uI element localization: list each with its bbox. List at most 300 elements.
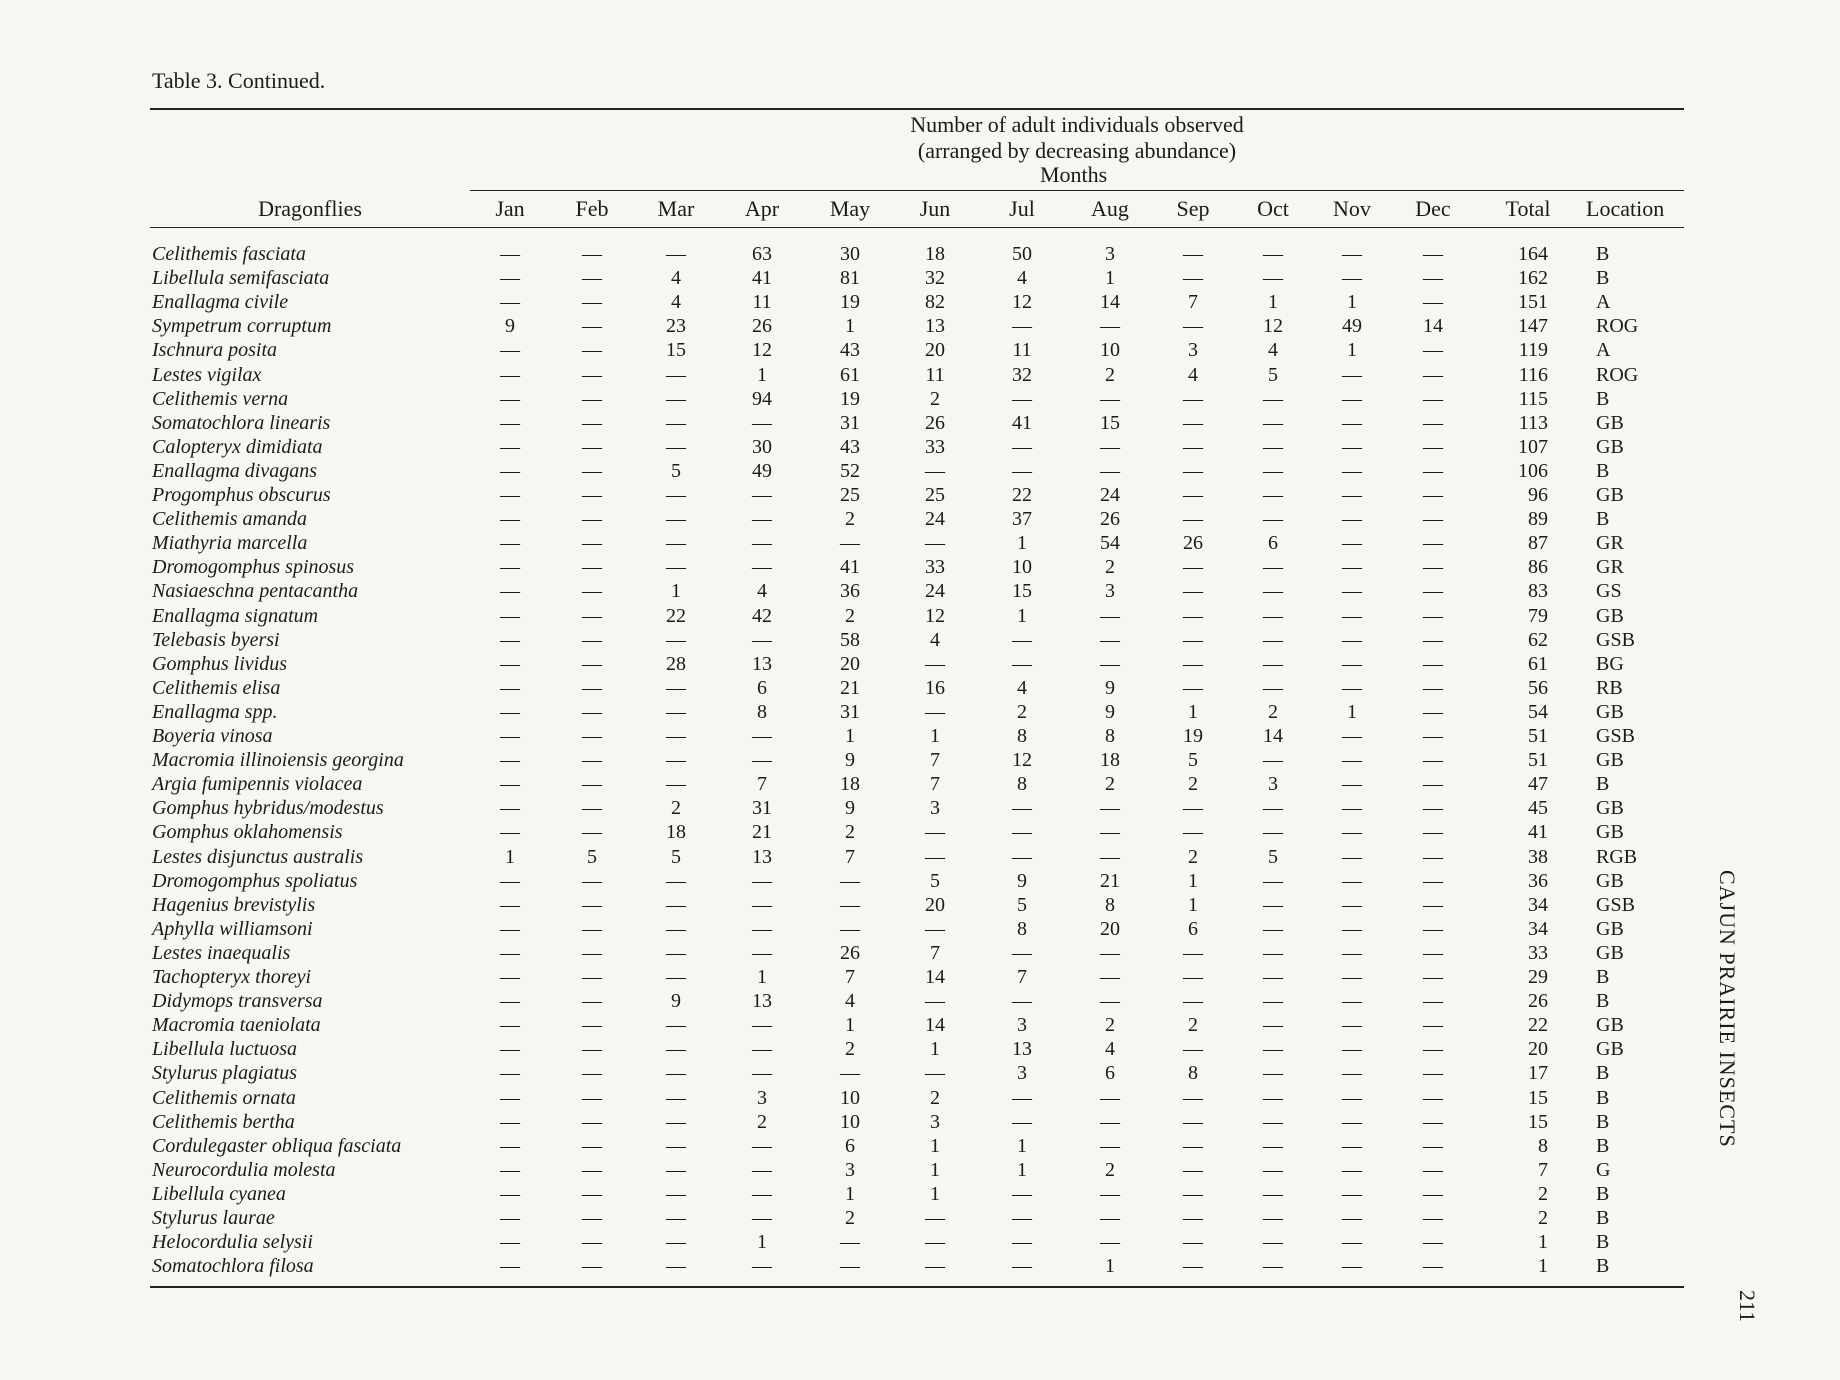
month-count-sep: 4 [1188,363,1198,386]
total-count: 119 [1518,339,1548,362]
month-count-apr: — [752,1134,772,1157]
month-count-mar: — [666,1110,686,1133]
total-count: 151 [1518,291,1548,314]
month-count-jun: 32 [925,267,945,290]
month-count-jun: 13 [925,315,945,338]
month-count-mar: 4 [671,267,681,290]
month-count-oct: — [1263,1134,1283,1157]
month-count-mar: — [666,1014,686,1037]
month-count-jan: — [500,1182,520,1205]
month-count-feb: — [582,411,602,434]
month-count-sep: 26 [1183,532,1203,555]
month-count-mar: — [666,869,686,892]
month-count-may: 2 [845,508,855,531]
month-count-mar: — [666,893,686,916]
month-count-sep: — [1183,1255,1203,1278]
month-count-dec: — [1423,1231,1443,1254]
month-count-aug: — [1100,845,1120,868]
month-count-nov: — [1342,821,1362,844]
month-count-aug: — [1100,821,1120,844]
species-name: Didymops transversa [152,990,323,1013]
month-count-dec: — [1423,484,1443,506]
location-code: B [1596,1134,1610,1157]
month-count-jun: 24 [925,580,945,603]
table-row [0,387,1840,411]
table-header-group [470,112,1684,164]
month-count-dec: — [1423,1158,1443,1181]
month-count-oct: — [1263,604,1283,627]
month-count-jan: — [500,435,520,458]
month-count-jun: 2 [930,387,940,410]
month-count-may: 31 [840,411,860,434]
month-count-may: 1 [845,725,855,747]
table-row [0,989,1840,1013]
month-count-jun: 33 [925,435,945,458]
species-name: Libellula cyanea [152,1182,286,1205]
total-count: 89 [1528,508,1548,531]
location-code: GSB [1596,628,1635,651]
month-count-sep: 5 [1188,749,1198,772]
month-count-jul: 1 [1017,1134,1027,1157]
month-count-nov: — [1342,363,1362,386]
month-count-apr: — [752,508,772,531]
month-count-apr: 42 [752,604,772,627]
total-count: 164 [1518,243,1548,265]
month-count-sep: — [1183,676,1203,699]
month-count-jun: — [925,917,945,940]
total-count: 106 [1518,459,1548,482]
month-count-apr: — [752,893,772,916]
month-count-may: — [840,1231,860,1254]
page-number: 211 [1735,1290,1760,1323]
month-count-jun: — [925,821,945,844]
month-count-mar: — [666,556,686,579]
month-count-may: 7 [845,966,855,988]
month-count-mar: — [666,700,686,723]
month-count-dec: — [1423,411,1443,434]
month-count-may: 2 [845,1038,855,1061]
month-count-mar: — [666,1134,686,1157]
table-row [0,869,1840,893]
month-count-apr: — [752,1255,772,1278]
month-count-jun: 33 [925,556,945,579]
month-count-may: 3 [845,1158,855,1181]
month-count-aug: 21 [1100,869,1120,892]
month-count-jul: 41 [1012,411,1032,434]
month-count-may: 41 [840,556,860,579]
month-count-may: 7 [845,845,855,868]
month-count-sep: — [1183,243,1203,265]
month-count-jan: — [500,1207,520,1229]
month-count-mar: — [666,749,686,772]
month-count-aug: 3 [1105,580,1115,603]
month-count-oct: — [1263,580,1283,603]
month-count-jul: 12 [1012,291,1032,314]
location-code: GB [1596,1014,1624,1037]
month-count-nov: — [1342,1231,1362,1254]
month-count-jul: 15 [1012,580,1032,603]
top-rule [150,108,1684,110]
month-count-jul: — [1012,1182,1032,1205]
month-count-nov: — [1342,1158,1362,1181]
month-count-jul: — [1012,1231,1032,1254]
month-count-mar: 1 [671,580,681,603]
month-count-dec: — [1423,749,1443,772]
month-count-dec: — [1423,1086,1443,1109]
month-count-oct: — [1263,917,1283,940]
month-count-dec: — [1423,845,1443,868]
month-count-jan: — [500,532,520,555]
month-count-nov: — [1342,267,1362,290]
location-code: B [1596,966,1610,988]
month-count-may: 19 [840,387,860,410]
month-count-aug: 2 [1105,363,1115,386]
month-count-sep: — [1183,990,1203,1013]
month-count-apr: — [752,869,772,892]
month-count-nov: — [1342,459,1362,482]
total-count: 147 [1518,315,1548,338]
month-count-jun: 18 [925,243,945,265]
month-count-may: 19 [840,291,860,314]
month-count-may: 1 [845,1014,855,1037]
month-count-oct: 6 [1268,532,1278,555]
table-row [0,1086,1840,1110]
month-count-jan: 9 [505,315,515,338]
month-count-jan: — [500,966,520,988]
month-count-jan: — [500,700,520,723]
month-count-sep: 2 [1188,1014,1198,1037]
month-count-jul: — [1012,990,1032,1013]
table-row [0,507,1840,531]
month-count-jun: — [925,700,945,723]
species-name: Hagenius brevistylis [152,893,316,916]
month-count-dec: — [1423,725,1443,747]
species-name: Libellula semifasciata [152,267,330,290]
species-name: Tachopteryx thoreyi [152,966,312,988]
month-count-dec: — [1423,1207,1443,1229]
location-code: B [1596,1062,1610,1085]
month-count-sep: 1 [1188,869,1198,892]
month-count-oct: — [1263,1086,1283,1109]
month-count-aug: — [1100,1134,1120,1157]
month-count-aug: 1 [1105,1255,1115,1278]
month-count-jan: — [500,1086,520,1109]
location-code: B [1596,1110,1610,1133]
month-count-mar: 15 [666,339,686,362]
month-count-sep: 8 [1188,1062,1198,1085]
month-count-nov: — [1342,845,1362,868]
month-count-mar: — [666,387,686,410]
month-count-dec: — [1423,339,1443,362]
total-count: 51 [1528,749,1548,772]
month-count-apr: — [752,1158,772,1181]
month-count-nov: — [1342,1255,1362,1278]
month-count-aug: 3 [1105,243,1115,265]
month-count-feb: — [582,1134,602,1157]
month-count-jun: 14 [925,966,945,988]
month-count-jun: 3 [930,797,940,820]
month-count-jul: 8 [1017,773,1027,796]
month-count-jan: — [500,821,520,844]
month-count-oct: 4 [1268,339,1278,362]
total-count: 8 [1538,1134,1548,1157]
location-code: GB [1596,821,1624,844]
total-count: 107 [1518,435,1548,458]
month-count-jul: 1 [1017,604,1027,627]
species-name: Celithemis ornata [152,1086,296,1109]
month-count-feb: — [582,725,602,747]
month-count-feb: — [582,484,602,506]
month-count-feb: — [582,1231,602,1254]
month-count-may: 2 [845,821,855,844]
species-name: Libellula luctuosa [152,1038,297,1061]
month-count-jul: — [1012,797,1032,820]
month-count-dec: — [1423,387,1443,410]
month-count-nov: — [1342,893,1362,916]
month-count-sep: 3 [1188,339,1198,362]
table-row [0,1037,1840,1061]
month-count-oct: — [1263,1062,1283,1085]
month-header-feb: Feb [575,196,609,221]
month-count-feb: — [582,1062,602,1085]
species-name: Stylurus laurae [152,1207,275,1229]
total-count: 45 [1528,797,1548,820]
month-count-feb: — [582,387,602,410]
location-code: B [1596,1255,1610,1278]
total-count: 34 [1528,893,1548,916]
month-count-jul: 10 [1012,556,1032,579]
month-count-may: 81 [840,267,860,290]
month-count-nov: — [1342,1014,1362,1037]
month-header-jun: Jun [919,196,951,221]
month-count-jul: 13 [1012,1038,1032,1061]
month-count-nov: — [1342,725,1362,747]
month-count-nov: — [1342,797,1362,820]
month-count-feb: — [582,435,602,458]
total-count: 61 [1528,652,1548,675]
month-count-nov: — [1342,676,1362,699]
month-count-mar: — [666,1255,686,1278]
month-count-oct: 5 [1268,845,1278,868]
month-count-feb: — [582,1110,602,1133]
month-count-apr: — [752,556,772,579]
month-count-jul: 4 [1017,267,1027,290]
month-count-mar: — [666,1086,686,1109]
month-count-jul: — [1012,652,1032,675]
total-count: 56 [1528,676,1548,699]
month-count-dec: — [1423,917,1443,940]
species-name: Gomphus lividus [152,652,287,675]
header-line-1: Number of adult individuals observed [910,112,1244,137]
month-count-aug: — [1100,652,1120,675]
month-count-jun: — [925,1255,945,1278]
month-count-jan: — [500,1110,520,1133]
month-count-dec: — [1423,773,1443,796]
table-row [0,820,1840,844]
month-count-jun: — [925,652,945,675]
month-count-mar: — [666,917,686,940]
species-name: Enallagma civile [152,291,289,314]
month-count-jan: — [500,917,520,940]
month-count-sep: — [1183,580,1203,603]
month-count-aug: 4 [1105,1038,1115,1061]
month-count-apr: — [752,917,772,940]
month-count-nov: — [1342,387,1362,410]
month-count-may: 9 [845,797,855,820]
month-count-dec: — [1423,1038,1443,1061]
table-row [0,266,1840,290]
month-count-may: — [840,532,860,555]
month-count-jun: 11 [925,363,945,386]
month-count-jul: 3 [1017,1014,1027,1037]
month-count-sep: — [1183,411,1203,434]
table-row [0,965,1840,989]
month-count-oct: — [1263,990,1283,1013]
month-count-oct: 5 [1268,363,1278,386]
total-count: 51 [1528,725,1548,747]
month-count-apr: 6 [757,676,767,699]
month-count-jul: — [1012,1255,1032,1278]
month-count-sep: 19 [1183,725,1203,747]
month-count-jul: — [1012,1110,1032,1133]
month-count-apr: 12 [752,339,772,362]
month-count-oct: — [1263,484,1283,506]
month-count-apr: 94 [752,387,772,410]
location-code: B [1596,387,1610,410]
month-count-may: 36 [840,580,860,603]
month-count-aug: — [1100,966,1120,988]
total-count: 22 [1528,1014,1548,1037]
month-count-sep: 7 [1188,291,1198,314]
month-count-jan: — [500,1062,520,1085]
month-count-feb: — [582,652,602,675]
location-code: GS [1596,580,1622,603]
month-count-aug: 2 [1105,1158,1115,1181]
month-count-feb: — [582,628,602,651]
month-count-oct: — [1263,941,1283,964]
month-header-oct: Oct [1257,196,1289,221]
month-count-may: 4 [845,990,855,1013]
month-count-jul: 37 [1012,508,1032,531]
month-count-apr: 7 [757,773,767,796]
month-count-jan: — [500,556,520,579]
table-row [0,724,1840,748]
month-count-feb: — [582,1207,602,1229]
total-count: 2 [1538,1182,1548,1205]
location-code: RB [1596,676,1623,699]
month-count-nov: 49 [1342,315,1362,338]
species-name: Enallagma signatum [152,604,319,627]
location-code: B [1596,508,1610,531]
month-count-nov: — [1342,1134,1362,1157]
month-count-may: 26 [840,941,860,964]
header-line-2: (arranged by decreasing abundance) [917,138,1237,163]
month-count-feb: — [582,941,602,964]
month-count-aug: 18 [1100,749,1120,772]
month-count-apr: 63 [752,243,772,265]
month-count-may: — [840,1062,860,1085]
month-count-feb: — [582,773,602,796]
total-count: 38 [1528,845,1548,868]
month-count-oct: — [1263,508,1283,531]
month-count-dec: — [1423,363,1443,386]
location-code: GSB [1596,893,1635,916]
month-count-oct: — [1263,1255,1283,1278]
month-count-apr: 11 [752,291,772,314]
month-count-jun: 1 [930,725,940,747]
month-count-nov: — [1342,1038,1362,1061]
month-count-nov: — [1342,580,1362,603]
species-name: Dromogomphus spoliatus [152,869,358,892]
month-count-feb: — [582,700,602,723]
month-count-may: — [840,1255,860,1278]
month-count-apr: — [752,484,772,506]
month-count-dec: — [1423,676,1443,699]
month-count-dec: — [1423,267,1443,290]
month-count-jun: 1 [930,1038,940,1061]
location-code: A [1596,291,1611,314]
month-count-jul: — [1012,387,1032,410]
month-count-mar: 23 [666,315,686,338]
month-count-apr: 31 [752,797,772,820]
month-count-oct: 3 [1268,773,1278,796]
table-row [0,579,1840,603]
month-count-dec: — [1423,604,1443,627]
month-count-jan: — [500,1038,520,1061]
location-code: GB [1596,869,1624,892]
month-count-aug: 2 [1105,1014,1115,1037]
month-count-oct: — [1263,387,1283,410]
table-row [0,531,1840,555]
month-count-apr: 21 [752,821,772,844]
location-code: GB [1596,435,1624,458]
location-code: GB [1596,917,1624,940]
month-count-feb: — [582,1182,602,1205]
month-count-jan: — [500,580,520,603]
month-count-apr: — [752,1014,772,1037]
species-name: Calopteryx dimidiata [152,435,323,458]
total-count: 47 [1528,773,1548,796]
month-count-mar: 5 [671,459,681,482]
location-code: G [1596,1158,1611,1181]
month-count-jul: 1 [1017,532,1027,555]
month-count-apr: 26 [752,315,772,338]
month-count-nov: — [1342,556,1362,579]
month-count-feb: — [582,243,602,265]
month-count-jul: 1 [1017,1158,1027,1181]
table-row [0,676,1840,700]
month-count-jul: 5 [1017,893,1027,916]
month-count-may: 52 [840,459,860,482]
species-name: Celithemis bertha [152,1110,295,1133]
month-count-jul: 12 [1012,749,1032,772]
total-count: 162 [1518,267,1548,290]
month-count-jan: — [500,387,520,410]
month-count-jun: 14 [925,1014,945,1037]
month-count-dec: — [1423,941,1443,964]
month-header-nov: Nov [1333,196,1371,221]
table-row [0,314,1840,338]
month-count-aug: — [1100,628,1120,651]
month-count-apr: 3 [757,1086,767,1109]
month-count-mar: — [666,628,686,651]
month-count-dec: — [1423,580,1443,603]
month-count-may: 31 [840,700,860,723]
month-count-jul: — [1012,821,1032,844]
month-count-aug: — [1100,1182,1120,1205]
location-code: BG [1596,652,1624,675]
month-count-nov: 1 [1347,291,1357,314]
